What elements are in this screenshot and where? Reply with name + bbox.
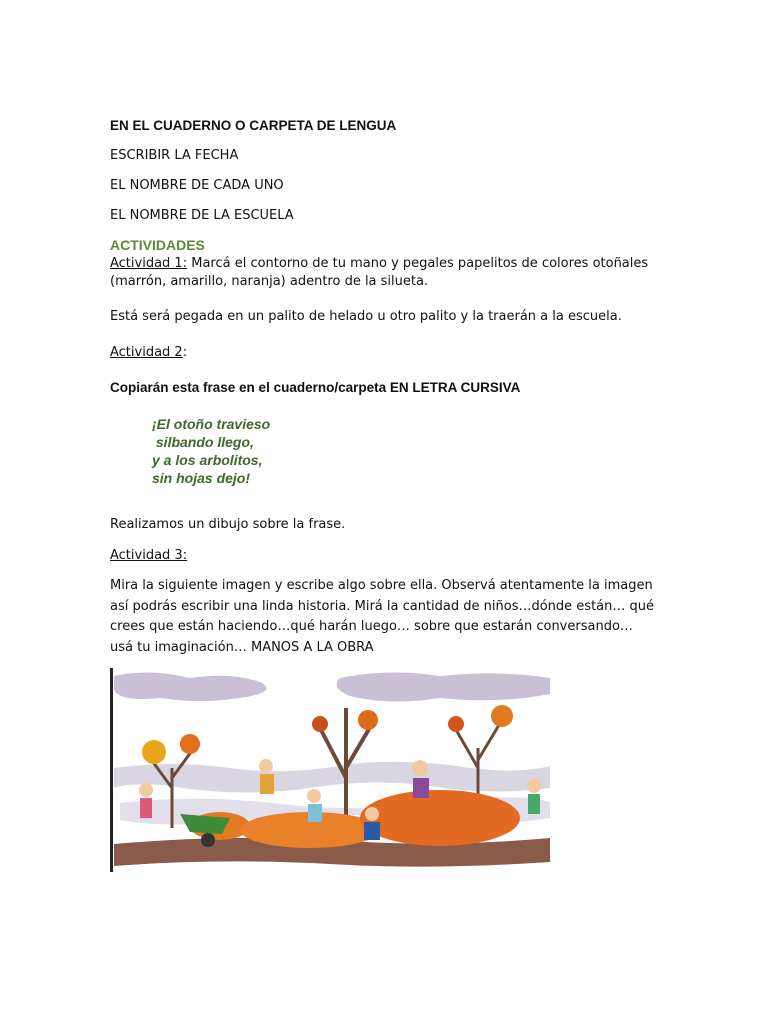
page-heading: EN EL CUADERNO O CARPETA DE LENGUA	[110, 118, 397, 133]
activity-2-heading	[110, 344, 187, 362]
poem-line-2: silbando llego,	[152, 434, 254, 450]
activity-2-colon: :	[182, 345, 188, 360]
activity-1-line2: (marrón, amarillo, naranja) adentro de la silueta.	[110, 274, 429, 289]
activity-3-text: Mira la siguiente imagen y escribe algo sobre ella. Observá atentamente la imagen así podrás escribir una linda historia. Mirá la cantidad de niños…dónde están… qué crees que están haciendo…qué harán luego… sobre que estarán conversando… usá tu imaginación… MANOS A LA OBRA	[110, 578, 654, 655]
activity-1-label: Actividad 1:	[110, 256, 188, 271]
poem-line-3: y a los arbolitos,	[152, 452, 263, 468]
instruction-date: ESCRIBIR LA FECHA	[110, 148, 239, 163]
poem-line-4: sin hojas dejo!	[152, 470, 251, 486]
activity-1-line1	[110, 255, 648, 273]
section-title: ACTIVIDADES	[110, 237, 205, 253]
activity-3-label: Actividad 3:	[110, 548, 188, 563]
instruction-name: EL NOMBRE DE CADA UNO	[110, 178, 284, 193]
activity-1-note: Está será pegada en un palito de helado u otro palito y la traerán a la escuela.	[110, 309, 622, 324]
activity-1-text-a: Marcá el contorno de tu mano y pegales papelitos de colores otoñales	[187, 256, 649, 271]
instruction-school: EL NOMBRE DE LA ESCUELA	[110, 208, 294, 223]
activity-2-drawing: Realizamos un dibujo sobre la frase.	[110, 517, 346, 532]
poem-line-1: ¡El otoño travieso	[152, 416, 271, 432]
activity-2-instruction: Copiarán esta frase en el cuaderno/carpeta EN LETRA CURSIVA	[110, 380, 521, 395]
activity-2-label: Actividad 2	[110, 345, 183, 360]
autumn-children-illustration	[110, 668, 552, 872]
